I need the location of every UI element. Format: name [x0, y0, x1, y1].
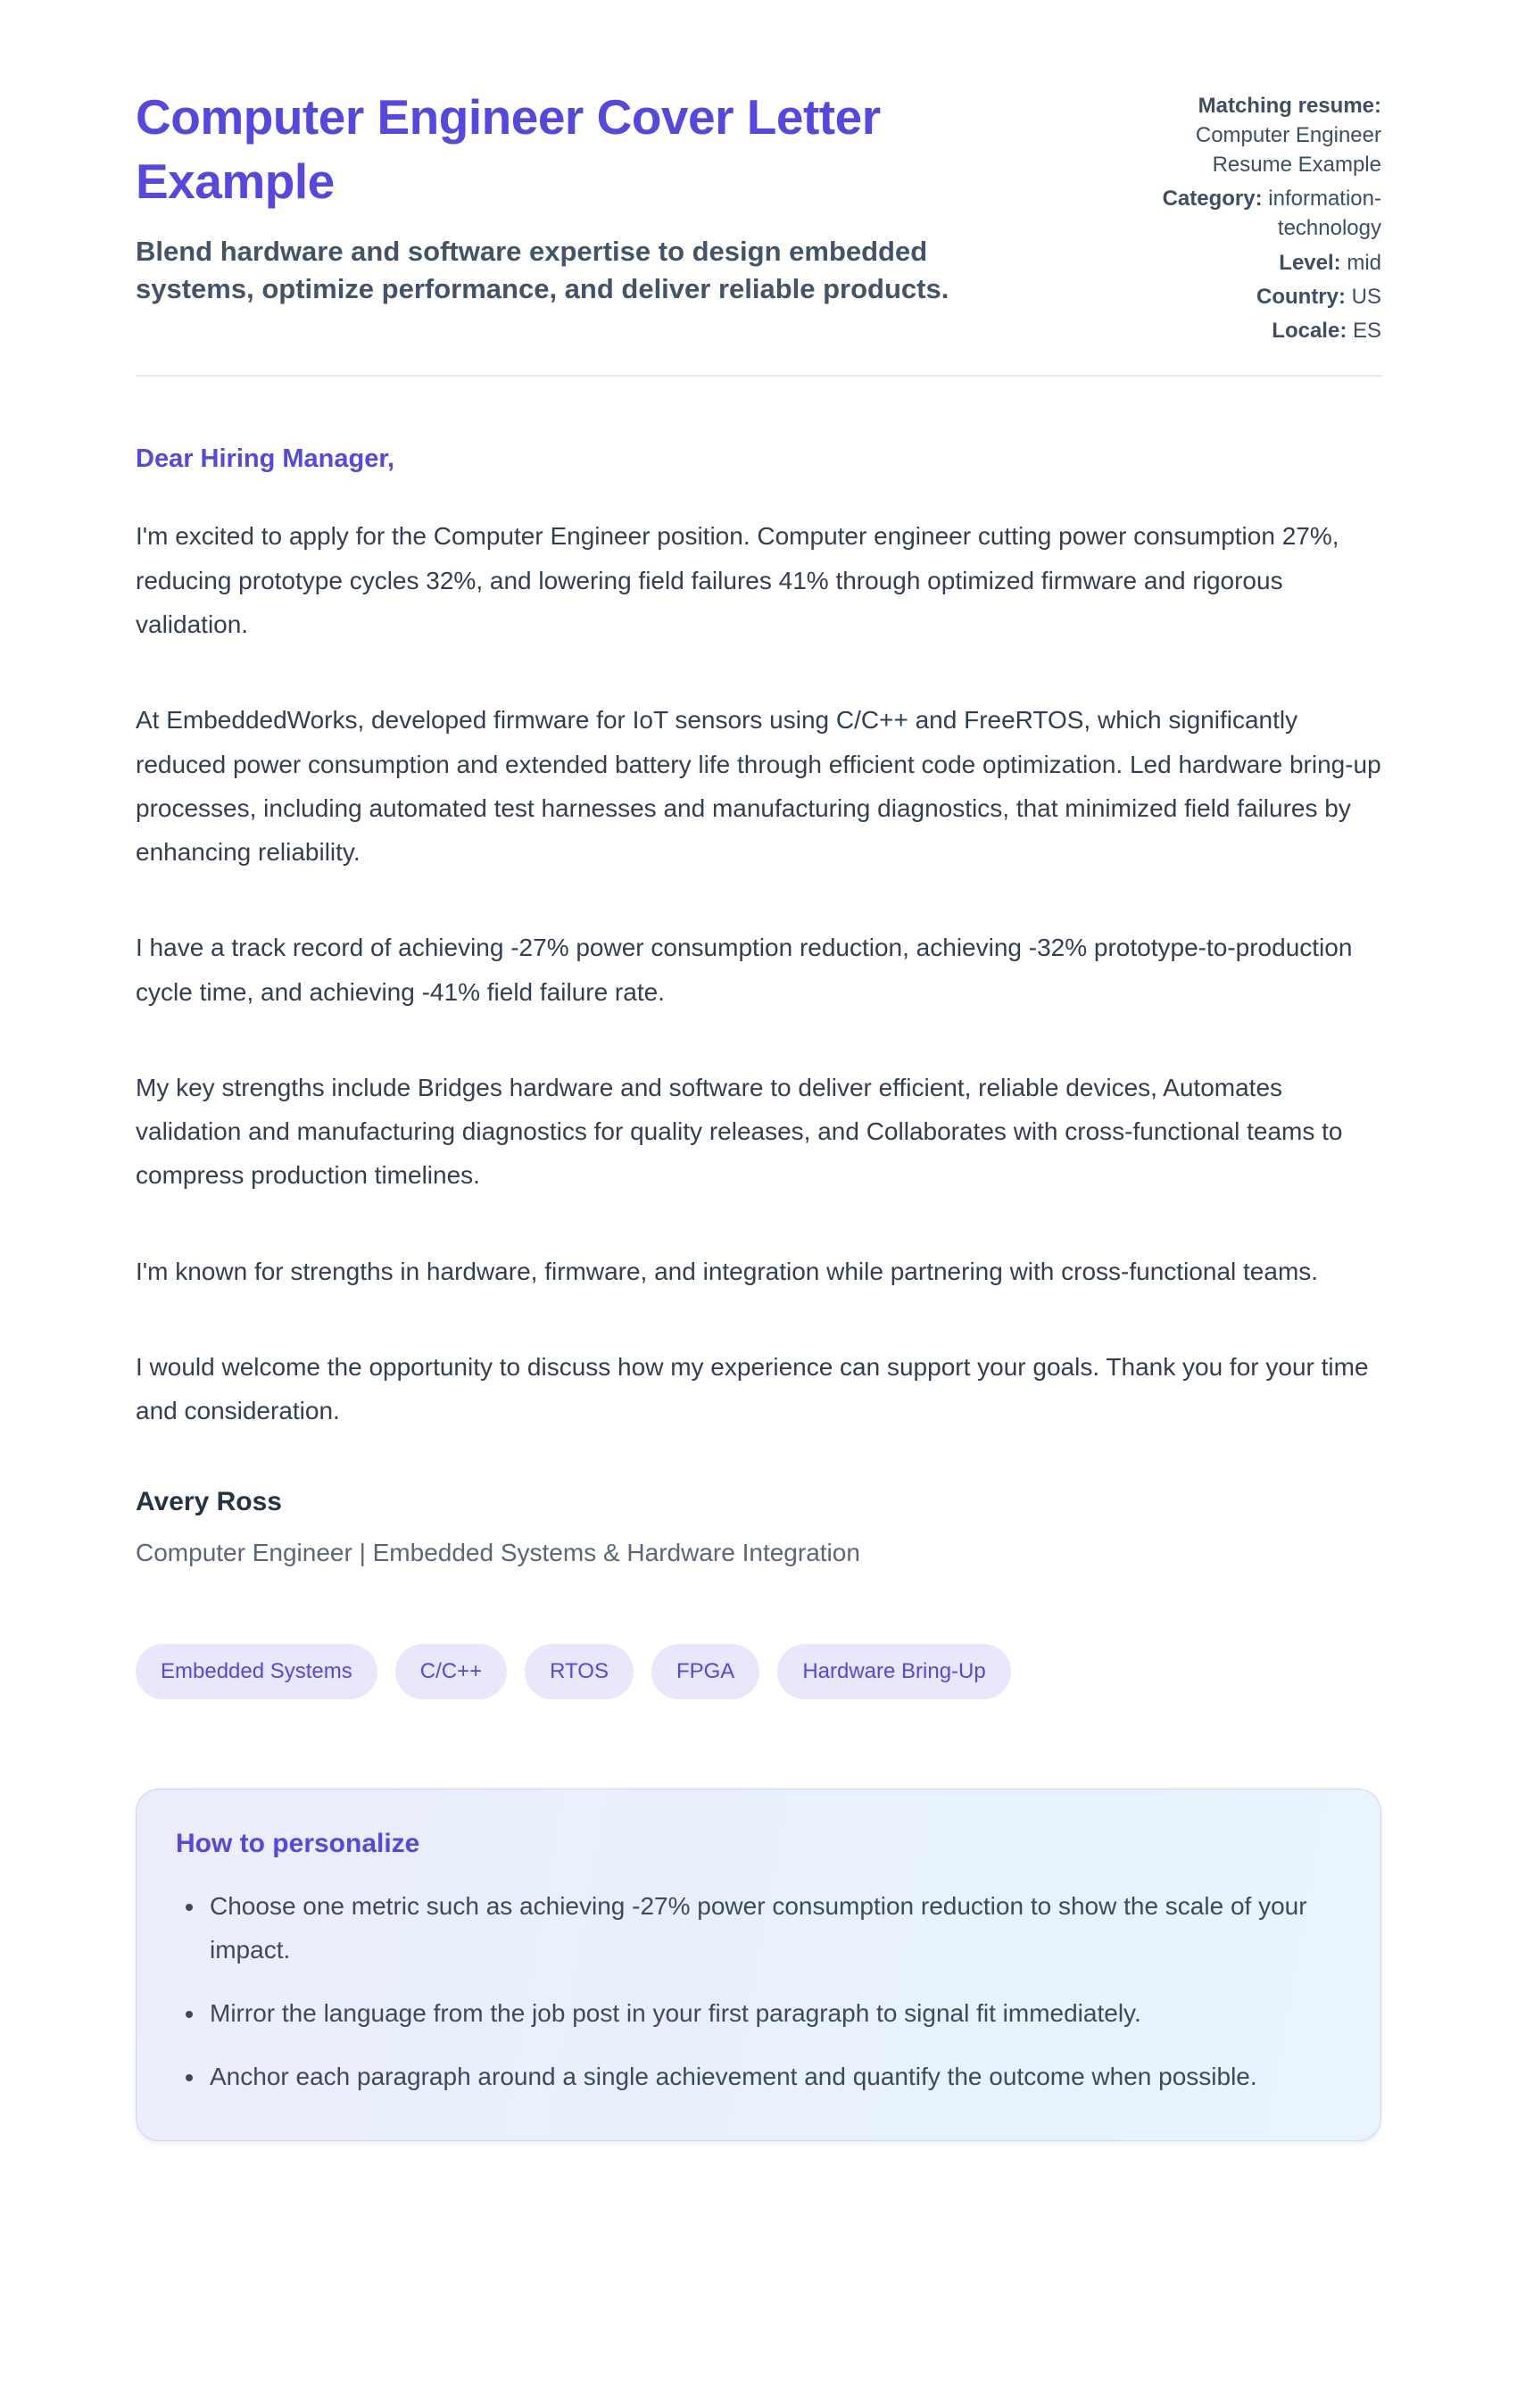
letter-body — [136, 377, 1381, 2141]
signature-role: Computer Engineer | Embedded Systems & Hardware Integration — [136, 1539, 860, 1567]
personalize-tip-1: • Choose one metric such as achieving -27% power consumption reduction to show the scale of your impact. — [206, 1884, 1339, 1972]
letter-paragraph-4: My key strengths include Bridges hardware and software to deliver efficient, reliable devices, Automates validation and manufacturing diagnostics for quality releases, and Collaborates with cross-functional teams to compress production timelines. — [136, 1073, 1343, 1190]
skill-tag-fpga[interactable]: FPGA — [651, 1644, 759, 1699]
meta-label: Level: — [1279, 250, 1341, 275]
meta-matching-resume — [1158, 91, 1381, 179]
page-title: Computer Engineer Cover Letter Example — [136, 89, 881, 209]
meta-label: Matching resume: — [1198, 94, 1381, 118]
skill-tag-hardware-bring-up[interactable]: Hardware Bring-Up — [777, 1644, 1010, 1699]
meta-label: Country: — [1256, 284, 1346, 309]
page-header — [136, 86, 1381, 350]
meta-country — [1158, 282, 1381, 311]
meta-value: US — [1351, 284, 1381, 309]
page-subtitle: Blend hardware and software expertise to design embedded systems, optimize performance, and deliver reliable products. — [136, 236, 949, 304]
personalize-heading: How to personalize — [176, 1828, 420, 1858]
personalize-tip-3: • Anchor each paragraph around a single achievement and quantify the outcome when possible. — [206, 2055, 1339, 2098]
letter-greeting: Dear Hiring Manager, — [136, 444, 395, 473]
letter-paragraph-1: I'm excited to apply for the Computer Engineer position. Computer engineer cutting power consumption 27%, reducing prototype cycles 32%, and lowering field failures 41% through optimized firmware and rigorous validation. — [136, 522, 1339, 638]
meta-label: Category: — [1162, 187, 1263, 212]
skill-tag-embedded-systems[interactable]: Embedded Systems — [136, 1644, 377, 1699]
skill-tag-rtos[interactable]: RTOS — [525, 1644, 634, 1699]
personalize-tip-list — [176, 1884, 1339, 2099]
signature-name: Avery Ross — [136, 1487, 282, 1517]
letter-paragraph-6: I would welcome the opportunity to discuss how my experience can support your goals. Thank you for your time and consideration. — [136, 1352, 1369, 1425]
skill-tag-c-cpp[interactable]: C/C++ — [395, 1644, 507, 1699]
resume-meta-block — [1158, 86, 1381, 350]
meta-level — [1158, 248, 1381, 278]
meta-value: mid — [1347, 250, 1381, 275]
meta-value: Computer Engineer Resume Example — [1195, 123, 1381, 178]
meta-label: Locale: — [1272, 318, 1347, 343]
letter-paragraph-5: I'm known for strengths in hardware, firmware, and integration while partnering with cross-functional teams. — [136, 1257, 1319, 1285]
meta-category — [1158, 184, 1381, 243]
meta-locale — [1158, 316, 1381, 345]
letter-paragraph-2: At EmbeddedWorks, developed firmware for IoT sensors using C/C++ and FreeRTOS, which significantly reduced power consumption and extended battery life through efficient code optimization. Led hardware bring-up processes, including automated test harnesses and manufacturing diagnostics, that minimized field failures by enhancing reliability. — [136, 706, 1381, 867]
letter-paragraph-3: I have a track record of achieving -27% power consumption reduction, achieving -32% prototype-to-production cycle time, and achieving -41% field failure rate. — [136, 934, 1353, 1006]
header-title-block — [136, 86, 1123, 307]
signature-block — [136, 1484, 1381, 1570]
meta-value: ES — [1352, 318, 1381, 343]
skill-tags — [136, 1644, 1381, 1699]
meta-value: information-technology — [1268, 187, 1381, 241]
personalize-panel — [136, 1789, 1381, 2141]
personalize-tip-2: • Mirror the language from the job post in your first paragraph to signal fit immediately. — [206, 1991, 1339, 2035]
